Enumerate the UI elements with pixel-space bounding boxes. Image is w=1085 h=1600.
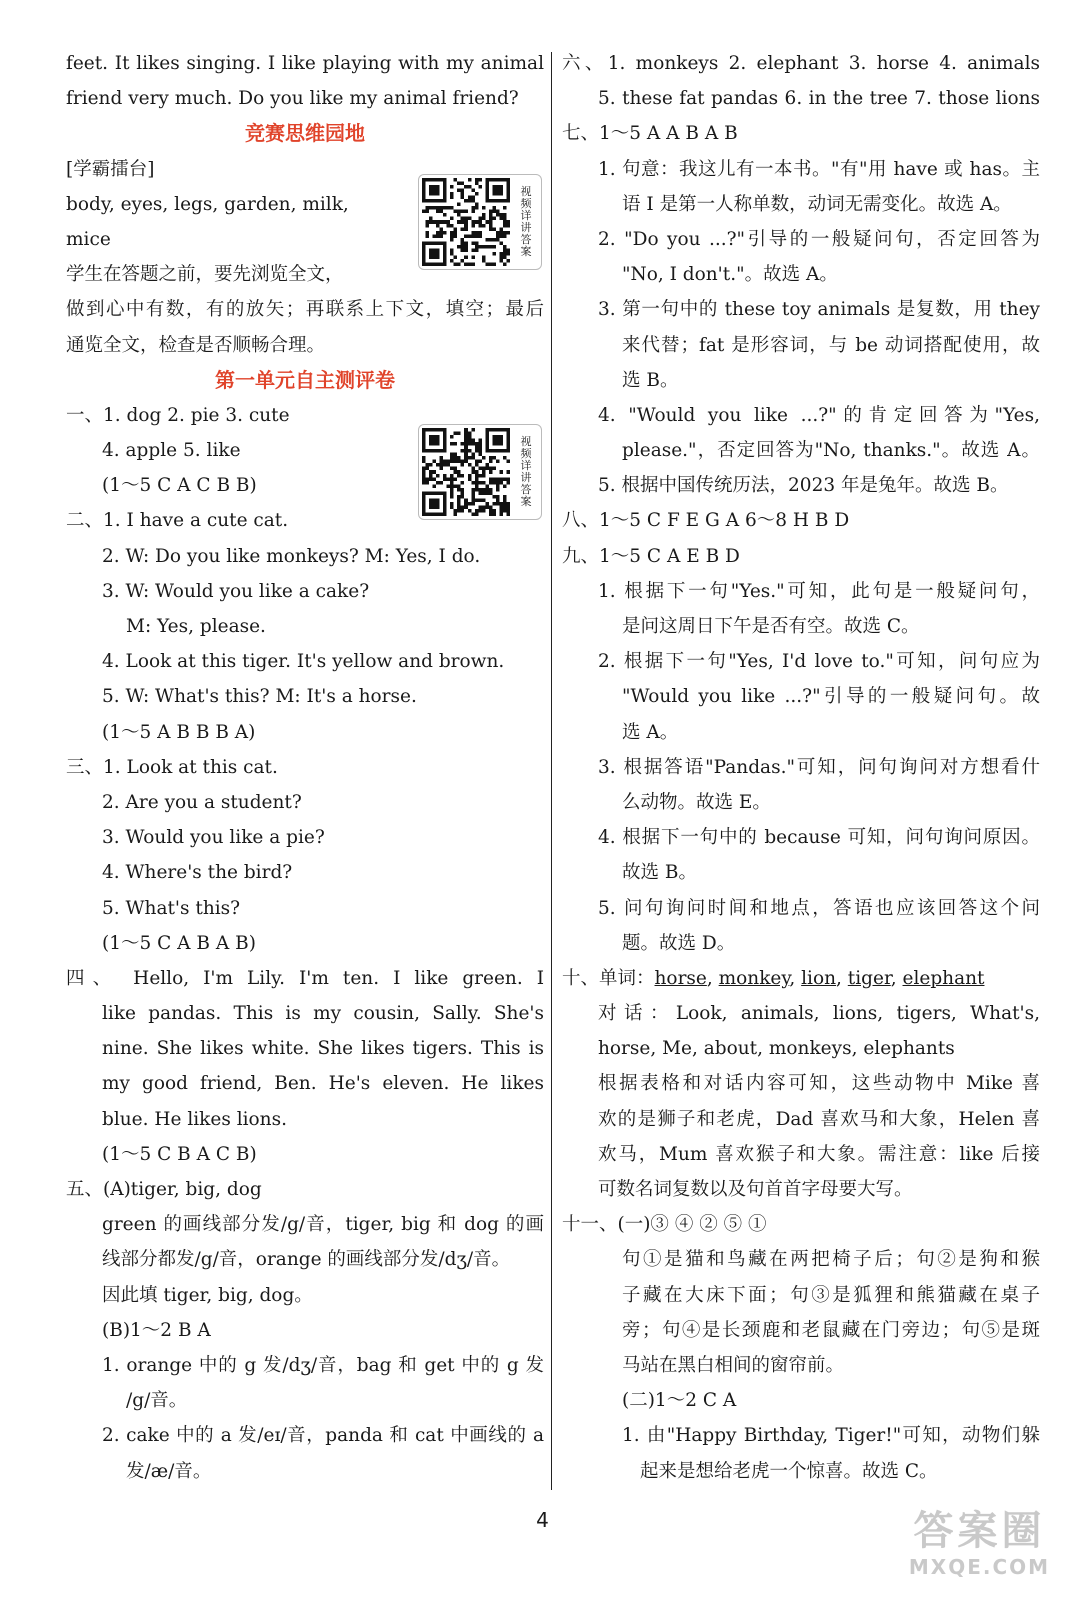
vocab-word: monkey xyxy=(718,967,790,989)
text-line: 子藏在大床下面；句③是狐狸和熊猫藏在桌子 xyxy=(622,1284,1040,1306)
text-line: 3. 根据答语"Pandas."可知，问句询问对方想看什 xyxy=(598,756,1040,778)
vocab-word: lion xyxy=(801,967,837,989)
text-line: 二、1. I have a cute cat. xyxy=(66,510,289,532)
vocab-prefix: 十、单词： xyxy=(562,967,655,989)
right-column xyxy=(562,46,1040,1489)
qr-code-icon xyxy=(421,178,511,266)
text-line: 欢的是狮子和老虎，Dad 喜欢马和大象，Helen 喜 xyxy=(598,1108,1040,1130)
text-line: (1～5 C A C B B) xyxy=(102,475,257,497)
text-line: 么动物。故选 E。 xyxy=(622,791,771,813)
text-line: please."，否定回答为"No, thanks."。故选 A。 xyxy=(622,440,1040,462)
text-line: my good friend, Ben. He's eleven. He likes xyxy=(102,1073,544,1095)
text-line: 5. these fat pandas 6. in the tree 7. those lions xyxy=(598,88,1040,110)
qr-code-icon xyxy=(421,428,511,516)
text-line: 4. apple 5. like xyxy=(102,440,241,462)
text-line: (二)1～2 C A xyxy=(622,1390,737,1412)
text-line: 一、1. dog 2. pie 3. cute xyxy=(66,404,290,426)
text-line: 三、1. Look at this cat. xyxy=(66,756,278,778)
page-number: 4 xyxy=(536,1508,549,1532)
text-line: like pandas. This is my cousin, Sally. She's xyxy=(102,1003,544,1025)
text-line: 4. Where's the bird? xyxy=(102,862,293,884)
text-line: 故选 B。 xyxy=(622,862,697,884)
text-line: 3. W: Would you like a cake? xyxy=(102,580,370,602)
text-line: green 的画线部分发/g/音，tiger, big 和 dog 的画 xyxy=(102,1214,544,1236)
text-line: 可数名词复数以及句首首字母要大写。 xyxy=(598,1179,913,1200)
qr-code-video-answer-1[interactable] xyxy=(418,174,542,270)
text-line: 题。故选 D。 xyxy=(622,932,736,954)
text-line: 四、 Hello, I'm Lily. I'm ten. I like green. I xyxy=(66,967,544,989)
text-line: 起来是想给老虎一个惊喜。故选 C。 xyxy=(640,1460,938,1482)
text-line: 学生在答题之前，要先浏览全文， xyxy=(66,264,344,286)
text-line: 旁；句④是长颈鹿和老鼠藏在门旁边；句⑤是斑 xyxy=(622,1319,1040,1341)
text-line: 2. cake 中的 a 发/eɪ/音，panda 和 cat 中画线的 a xyxy=(102,1425,544,1447)
qr-code-video-answer-2[interactable] xyxy=(418,424,542,520)
text-line: (1～5 C A B A B) xyxy=(102,932,256,954)
text-line: 4. "Would you like ...?"的肯定回答为"Yes, xyxy=(598,404,1040,426)
text-line: "No, I don't."。故选 A。 xyxy=(622,264,838,286)
text-line: 句①是猫和鸟藏在两把椅子后；句②是狗和猴 xyxy=(622,1249,1040,1271)
text-line: 七、1～5 A A B A B xyxy=(562,123,738,145)
text-line: 5. 根据中国传统历法，2023 年是兔年。故选 B。 xyxy=(598,475,1009,497)
column-divider xyxy=(551,52,552,1490)
text-line: body, eyes, legs, garden, milk, xyxy=(66,193,349,215)
text-line: 4. 根据下一句中的 because 可知，问句询问原因。 xyxy=(598,827,1040,849)
text-line: 1. orange 中的 g 发/dʒ/音，bag 和 get 中的 g 发 xyxy=(102,1354,544,1376)
qr-caption: 视频详讲答案 xyxy=(520,435,532,508)
text-line: 语 I 是第一人称单数，动词无需变化。故选 A。 xyxy=(622,193,1012,215)
text-line: 八、1～5 C F E G A 6～8 H B D xyxy=(562,510,850,532)
text-line: 2. 根据下一句"Yes, I'd love to."可知，问句应为 xyxy=(598,651,1040,673)
text-line: [学霸擂台] xyxy=(66,158,155,180)
text-line: 线部分都发/g/音，orange 的画线部分发/dʒ/音。 xyxy=(102,1249,511,1271)
text-line: 1. 句意：我这儿有一本书。"有"用 have 或 has。主 xyxy=(598,158,1040,180)
section-heading-competition: 竞赛思维园地 xyxy=(245,121,365,146)
text-line: (1～5 A B B B A) xyxy=(102,721,256,743)
text-line: 马站在黑白相间的窗帘前。 xyxy=(622,1354,845,1376)
section-heading-unit-test: 第一单元自主测评卷 xyxy=(215,367,395,392)
text-line: nine. She likes white. She likes tigers. This is xyxy=(102,1038,544,1060)
text-line: 九、1～5 C A E B D xyxy=(562,545,740,567)
vocab-word: tiger xyxy=(847,967,891,989)
text-line: horse, Me, about, monkeys, elephants xyxy=(598,1038,955,1060)
text-line: 3. 第一句中的 these toy animals 是复数，用 they xyxy=(598,299,1040,321)
text-line: 5. W: What's this? M: It's a horse. xyxy=(102,686,417,708)
text-line: /g/音。 xyxy=(126,1390,188,1412)
watermark-logo xyxy=(892,1508,1067,1588)
text-line: 发/æ/音。 xyxy=(126,1460,212,1482)
text-line: 5. What's this? xyxy=(102,897,241,919)
text-line: 来代替；fat 是形容词，与 be 动词搭配使用，故 xyxy=(622,334,1040,356)
text-line: (B)1～2 B A xyxy=(102,1319,211,1341)
text-line: 4. Look at this tiger. It's yellow and brown. xyxy=(102,651,505,673)
text-line: 做到心中有数，有的放矢；再联系上下文，填空；最后 xyxy=(66,299,544,321)
text-line: 2. W: Do you like monkeys? M: Yes, I do. xyxy=(102,545,481,567)
vocab-word: elephant xyxy=(902,967,985,989)
text-line: 对话：Look, animals, lions, tigers, What's, xyxy=(598,1003,1040,1025)
text-line: 1. 由"Happy Birthday, Tiger!"可知，动物们躲 xyxy=(622,1425,1040,1447)
text-line: blue. He likes lions. xyxy=(102,1108,287,1130)
text-line: 5. 问句询问时间和地点，答语也应该回答这个问 xyxy=(598,897,1040,919)
text-line: 1. 根据下一句"Yes."可知，此句是一般疑问句， xyxy=(598,580,1040,602)
watermark-text: 答案圈 xyxy=(913,1508,1046,1554)
qr-caption: 视频详讲答案 xyxy=(520,185,532,258)
text-line: feet. It likes singing. I like playing with my animal xyxy=(66,53,544,74)
text-line: 根据表格和对话内容可知，这些动物中 Mike 喜 xyxy=(598,1073,1040,1095)
text-line: 六、1. monkeys 2. elephant 3. horse 4. animals xyxy=(562,53,1040,74)
text-line: 通览全文，检查是否顺畅合理。 xyxy=(66,334,326,356)
text-line: (1～5 C B A C B) xyxy=(102,1143,257,1165)
text-line: 欢马，Mum 喜欢猴子和大象。需注意：like 后接 xyxy=(598,1143,1040,1165)
text-line: 3. Would you like a pie? xyxy=(102,827,325,849)
vocab-word: horse xyxy=(654,967,707,989)
text-line: 是问这周日下午是否有空。故选 C。 xyxy=(622,616,920,637)
text-line: M: Yes, please. xyxy=(126,616,266,637)
text-line: 十一、(一)③ ④ ② ⑤ ① xyxy=(562,1214,767,1236)
watermark-url: MXQE.COM xyxy=(908,1555,1051,1579)
text-line: 选 A。 xyxy=(622,721,679,743)
text-line: 因此填 tiger, big, dog。 xyxy=(102,1284,313,1306)
text-line: 2. Are you a student? xyxy=(102,791,302,813)
text-line: friend very much. Do you like my animal friend? xyxy=(66,88,519,110)
text-line: 选 B。 xyxy=(622,369,679,391)
vocab-line: 十、单词：horse, monkey, lion, tiger, elephant xyxy=(562,967,985,989)
text-line: "Would you like ...?"引导的一般疑问句。故 xyxy=(622,686,1040,708)
text-line: mice xyxy=(66,228,111,250)
text-line: 2. "Do you ...?"引导的一般疑问句，否定回答为 xyxy=(598,228,1040,250)
text-line: 五、(A)tiger, big, dog xyxy=(66,1179,262,1200)
